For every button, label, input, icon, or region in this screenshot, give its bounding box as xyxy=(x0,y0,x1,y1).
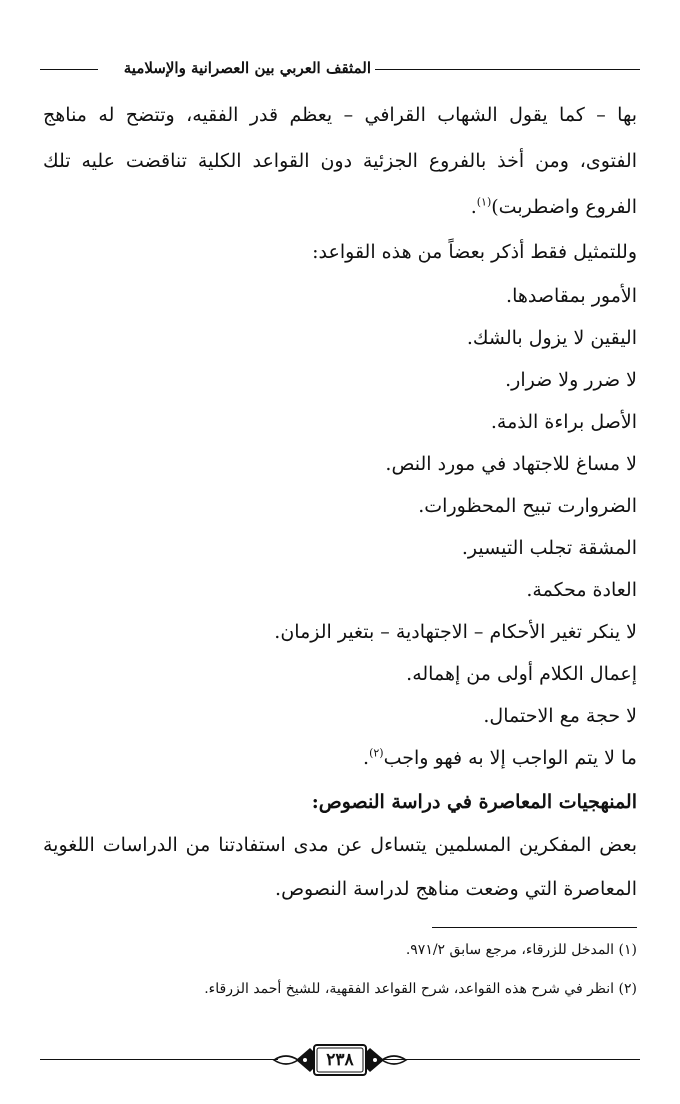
body-line-2: الفتوى، ومن أخذ بالفروع الجزئية دون القواعد الكلية تناقضت عليه تلك xyxy=(43,150,637,172)
rule-item: الأمور بمقاصدها. xyxy=(506,285,637,307)
running-header xyxy=(40,55,640,85)
header-rule-right xyxy=(374,69,640,70)
footnote-2: (٢) انظر في شرح هذه القواعد، شرح القواعد الفقهية، للشيخ أحمد الزرقاء. xyxy=(204,981,637,997)
paragraph-line-2: المعاصرة التي وضعت مناهج لدراسة النصوص. xyxy=(275,878,637,900)
rule-item: لا ينكر تغير الأحكام – الاجتهادية – بتغير الزمان. xyxy=(274,621,637,643)
rule-item: إعمال الكلام أولى من إهماله. xyxy=(406,663,637,685)
header-rule-left xyxy=(40,69,98,70)
page-folio xyxy=(40,1040,640,1080)
rule-item: العادة محكمة. xyxy=(526,579,637,601)
body-line-3 xyxy=(471,193,637,221)
rule-item: لا ضرر ولا ضرار. xyxy=(505,369,637,391)
rule-item: اليقين لا يزول بالشك. xyxy=(466,327,637,349)
footnote-ref-1: (١) xyxy=(476,195,492,209)
rule-item: الأصل براءة الذمة. xyxy=(490,411,637,433)
running-header-title: المثقف العربي بين العصرانية والإسلامية xyxy=(120,59,375,77)
rule-item: الضروارت تبيح المحظورات. xyxy=(418,495,637,517)
paragraph-line-1: بعض المفكرين المسلمين يتساءل عن مدى استفادتنا من الدراسات اللغوية xyxy=(43,834,637,856)
folio-rule-left xyxy=(40,1059,278,1060)
rule-item: لا مساغ للاجتهاد في مورد النص. xyxy=(385,453,637,475)
footnote-separator xyxy=(432,927,637,928)
body-line-3-text: الفروع واضطربت) xyxy=(491,196,637,218)
body-line-3-end: . xyxy=(470,196,477,218)
rule-item-last-end: . xyxy=(363,747,370,769)
rule-item-last-text: ما لا يتم الواجب إلا به فهو واجب xyxy=(383,747,637,769)
footnote-ref-2: (٢) xyxy=(369,746,384,760)
section-heading: المنهجيات المعاصرة في دراسة النصوص: xyxy=(311,791,637,813)
page-number: ٢٣٨ xyxy=(326,1050,354,1070)
rules-intro: وللتمثيل فقط أذكر بعضاً من هذه القواعد: xyxy=(312,241,637,263)
rule-item: لا حجة مع الاحتمال. xyxy=(483,705,637,727)
footnote-1: (١) المدخل للزرقاء، مرجع سابق ٩٧١/٢. xyxy=(405,942,637,958)
rule-item: المشقة تجلب التيسير. xyxy=(461,537,637,559)
body-line-1: بها – كما يقول الشهاب القرافي – يعظم قدر الفقيه، وتتضح له مناهج xyxy=(43,104,637,126)
rule-item-last xyxy=(363,744,637,772)
